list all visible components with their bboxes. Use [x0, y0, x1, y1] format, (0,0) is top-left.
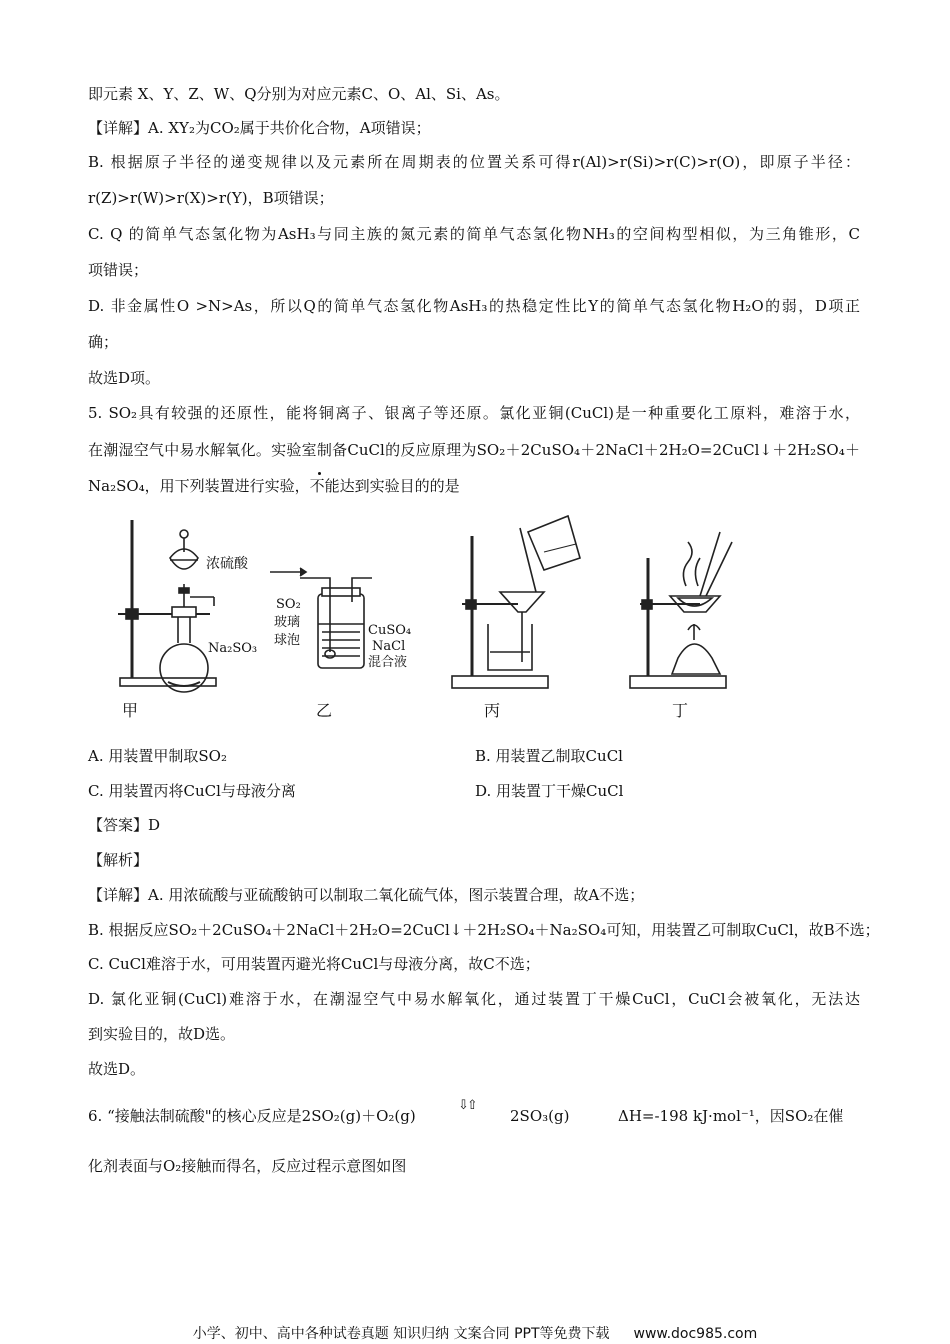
label-yi: 乙	[316, 701, 333, 720]
label-conc-acid: 浓硫酸	[206, 556, 248, 572]
question-6-part-1: 6. “接触法制硫酸"的核心反应是2SO₂(g)＋O₂(g)	[88, 1107, 416, 1125]
label-cuso4: CuSO₄	[368, 623, 412, 638]
footer-link[interactable]: www.doc985.com	[633, 1326, 758, 1342]
text-line: 项错误；	[88, 261, 149, 279]
question-6-part-2: 2SO₃(g)	[510, 1107, 570, 1125]
label-ding: 丁	[672, 701, 689, 720]
label-glass-bulb-1: 玻璃	[274, 615, 301, 630]
detail-line: 【详解】A. 用浓硫酸与亚硫酸钠可以制取二氧化硫气体，图示装置合理，故A不选；	[88, 886, 645, 904]
text-line: B. 根据原子半径的递变规律以及元素所在周期表的位置关系可得r(Al)>r(Si)>r(C)>r(O)，即原子半径：	[88, 153, 860, 171]
apparatus-figure	[100, 512, 740, 737]
question-5-line-1: 5. SO₂具有较强的还原性，能将铜离子、银离子等还原。氯化亚铜(CuCl)是一种重要化工原料，难溶于水，	[88, 404, 860, 422]
analysis-heading: 【解析】	[88, 851, 149, 869]
label-glass-bulb-2: 球泡	[274, 633, 301, 648]
question-5-line-2: 在潮湿空气中易水解氧化。实验室制备CuCl的反应原理为SO₂＋2CuSO₄＋2NaCl＋2H₂O=2CuCl↓＋2H₂SO₄＋	[88, 441, 860, 459]
footer-text: 小学、初中、高中各种试卷真题 知识归纳 文案合同 PPT等免费下载	[192, 1326, 610, 1342]
page-footer	[0, 1323, 950, 1343]
text-line: 【详解】A. XY₂为CO₂属于共价化合物，A项错误；	[88, 119, 431, 137]
label-bing: 丙	[484, 701, 501, 720]
label-jia: 甲	[122, 701, 139, 720]
option-c: C. 用装置丙将CuCl与母液分离	[88, 782, 296, 800]
label-nacl: NaCl	[372, 639, 406, 654]
text-line: 即元素 X、Y、Z、W、Q分别为对应元素C、O、Al、Si、As。	[88, 85, 510, 103]
emphasis-dot	[318, 472, 321, 475]
text-line: 确；	[88, 333, 119, 351]
label-mix: 混合液	[368, 655, 408, 670]
option-b: B. 用装置乙制取CuCl	[475, 747, 623, 765]
detail-line: 故选D。	[88, 1060, 146, 1078]
detail-line: 到实验目的，故D选。	[88, 1025, 236, 1043]
answer: 【答案】D	[88, 816, 161, 834]
text-line: C. Q 的简单气态氢化物为AsH₃与同主族的氮元素的简单气态氢化物NH₃的空间构型相似，为三角锥形，C	[88, 225, 860, 243]
label-so2: SO₂	[276, 597, 301, 612]
label-na2so3: Na₂SO₃	[208, 641, 258, 656]
detail-line: D. 氯化亚铜(CuCl)难溶于水，在潮湿空气中易水解氧化，通过装置丁干燥CuCl，CuCl会被氧化，无法达	[88, 990, 860, 1008]
apparatus-ding	[630, 532, 732, 688]
detail-line: C. CuCl难溶于水，可用装置丙避光将CuCl与母液分离，故C不选；	[88, 955, 540, 973]
text-line: 故选D项。	[88, 369, 161, 387]
detail-line: B. 根据反应SO₂＋2CuSO₄＋2NaCl＋2H₂O=2CuCl↓＋2H₂SO₄＋Na₂SO₄可知，用装置乙可制取CuCl，故B不选；	[88, 921, 880, 939]
apparatus-bing	[452, 516, 580, 688]
reversible-arrow-icon: ⇩⇧	[458, 1098, 476, 1113]
option-d: D. 用装置丁干燥CuCl	[475, 782, 624, 800]
question-6-part-3: ΔH=-198 kJ·mol⁻¹，因SO₂在催	[618, 1107, 844, 1125]
text-line: D. 非金属性O >N>As，所以Q的简单气态氢化物AsH₃的热稳定性比Y的简单气态氢化物H₂O的弱，D项正	[88, 297, 860, 315]
text-line: r(Z)>r(W)>r(X)>r(Y)，B项错误；	[88, 189, 334, 207]
question-6-line-2: 化剂表面与O₂接触而得名，反应过程示意图如图	[88, 1157, 407, 1175]
apparatus-jia	[118, 520, 216, 692]
question-5-line-3: Na₂SO₄，用下列装置进行实验，不能达到实验目的的是	[88, 477, 460, 495]
option-a: A. 用装置甲制取SO₂	[88, 747, 227, 765]
